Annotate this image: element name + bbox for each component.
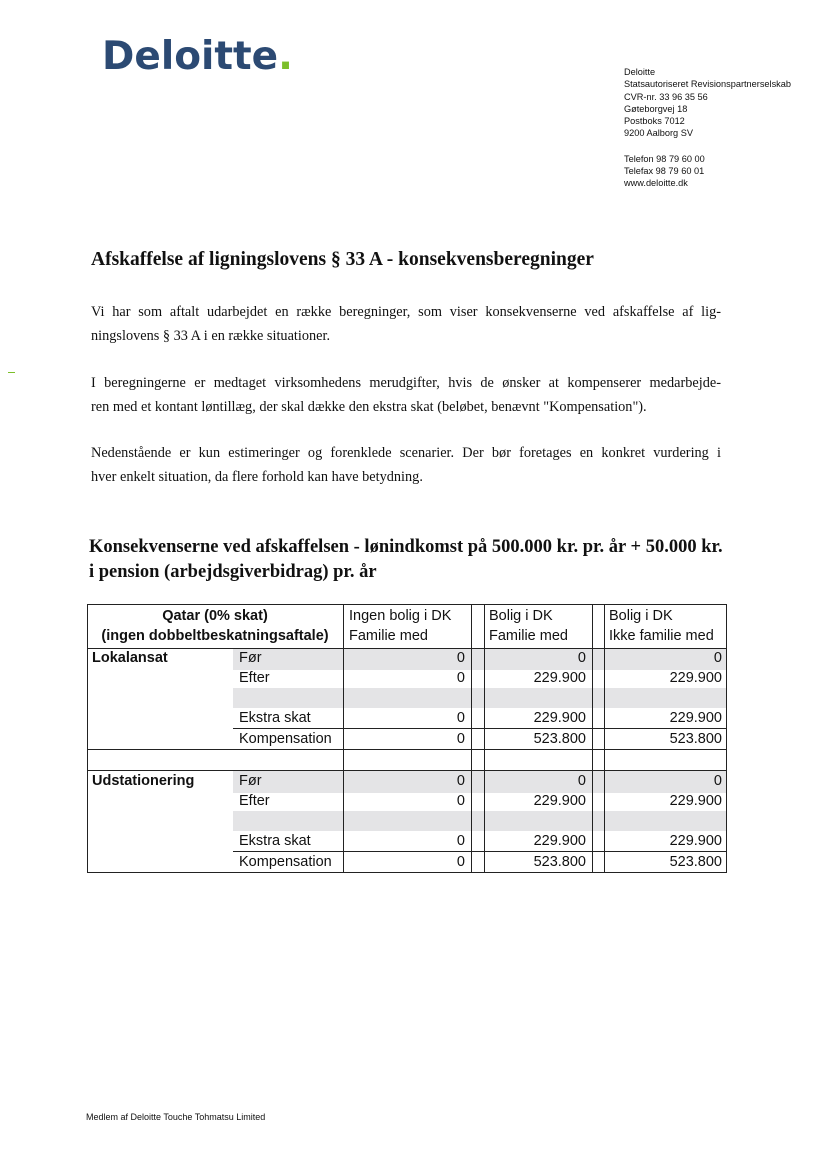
cell-value: 0 — [456, 854, 465, 870]
cell-value: 229.900 — [533, 710, 586, 726]
paragraph-2 — [91, 371, 721, 419]
cell-value: 229.900 — [533, 670, 586, 686]
logo-dot: . — [278, 34, 293, 79]
cell-value: 523.800 — [533, 731, 586, 747]
address-line: CVR-nr. 33 96 35 56 — [624, 91, 708, 102]
row-label: Kompensation — [239, 854, 332, 870]
paragraph-line: ningslovens § 33 A i en række situationer. — [91, 328, 331, 344]
col-header-1-line1: Ingen bolig i DK — [349, 608, 452, 624]
col-header-2-line1: Bolig i DK — [489, 608, 553, 624]
cell-value: 0 — [456, 710, 465, 726]
cell-value: 0 — [456, 731, 465, 747]
group-label-lokalansat: Lokalansat — [92, 650, 168, 666]
cell-value: 229.900 — [669, 710, 722, 726]
row-label: Før — [239, 773, 262, 789]
cell-value: 229.900 — [533, 793, 586, 809]
cell-value: 0 — [577, 650, 586, 666]
col-header-2-line2: Familie med — [489, 628, 568, 644]
cell-value: 0 — [456, 670, 465, 686]
table-title-line2: (ingen dobbeltbeskatningsaftale) — [101, 628, 329, 644]
section-heading — [89, 535, 729, 585]
cell-value: 229.900 — [533, 833, 586, 849]
consequence-table — [87, 604, 727, 873]
cell-value: 229.900 — [669, 833, 722, 849]
margin-mark — [8, 372, 15, 373]
group-label-udstationering: Udstationering — [92, 773, 195, 789]
address-line: 9200 Aalborg SV — [624, 128, 693, 139]
cell-value: 0 — [713, 650, 722, 666]
cell-value: 0 — [456, 793, 465, 809]
company-address — [624, 66, 791, 190]
section-heading-line: Konsekvenserne ved afskaffelsen - lønindkomst på 500.000 kr. pr. år + 50.000 kr. — [89, 537, 723, 557]
paragraph-line: Vi har som aftalt udarbejdet en række beregninger, som viser konsekvenserne ved afskaffelse af lig- — [91, 304, 721, 320]
paragraph-line: I beregningerne er medtaget virksomhedens merudgifter, hvis de ønsker at kompenserer medarbejde- — [91, 375, 721, 391]
paragraph-line: ren med et kontant løntillæg, der skal dække den ekstra skat (beløbet, benævnt "Kompensation"). — [91, 399, 647, 415]
cell-value: 0 — [577, 773, 586, 789]
website: www.deloitte.dk — [624, 178, 688, 189]
col-header-3-line2: Ikke familie med — [609, 628, 714, 644]
row-label: Efter — [239, 793, 270, 809]
document-title: Afskaffelse af ligningslovens § 33 A - konsekvensberegninger — [91, 249, 594, 270]
cell-value: 0 — [456, 650, 465, 666]
cell-value: 523.800 — [669, 731, 722, 747]
address-line: Postboks 7012 — [624, 116, 685, 127]
logo-text: Deloitte — [102, 34, 279, 79]
cell-value: 523.800 — [669, 854, 722, 870]
row-label: Ekstra skat — [239, 710, 311, 726]
fax: Telefax 98 79 60 01 — [624, 166, 705, 177]
cell-value: 523.800 — [533, 854, 586, 870]
row-label: Ekstra skat — [239, 833, 311, 849]
row-shade — [233, 811, 727, 831]
address-line: Deloitte — [624, 67, 656, 77]
row-label: Efter — [239, 670, 270, 686]
address-line: Statsautoriseret Revisionspartnerselskab — [624, 79, 791, 90]
cell-value: 229.900 — [669, 670, 722, 686]
cell-value: 229.900 — [669, 793, 722, 809]
col-header-1-line2: Familie med — [349, 628, 428, 644]
paragraph-1 — [91, 300, 721, 348]
row-label: Kompensation — [239, 731, 332, 747]
paragraph-line: hver enkelt situation, da flere forhold kan have betydning. — [91, 469, 423, 485]
footer: Medlem af Deloitte Touche Tohmatsu Limited — [86, 1112, 266, 1122]
paragraph-line: Nedenstående er kun estimeringer og forenklede scenarier. Der bør foretages en konkret vurdering i — [91, 445, 721, 461]
col-header-3-line1: Bolig i DK — [609, 608, 673, 624]
cell-value: 0 — [713, 773, 722, 789]
row-label: Før — [239, 650, 262, 666]
deloitte-logo — [102, 34, 293, 79]
row-shade — [233, 688, 727, 708]
section-heading-line: i pension (arbejdsgiverbidrag) pr. år — [89, 562, 377, 582]
address-line: Gøteborgvej 18 — [624, 103, 688, 114]
paragraph-3 — [91, 441, 721, 489]
table-title-line1: Qatar (0% skat) — [162, 608, 268, 624]
cell-value: 0 — [456, 833, 465, 849]
phone: Telefon 98 79 60 00 — [624, 153, 705, 164]
cell-value: 0 — [456, 773, 465, 789]
